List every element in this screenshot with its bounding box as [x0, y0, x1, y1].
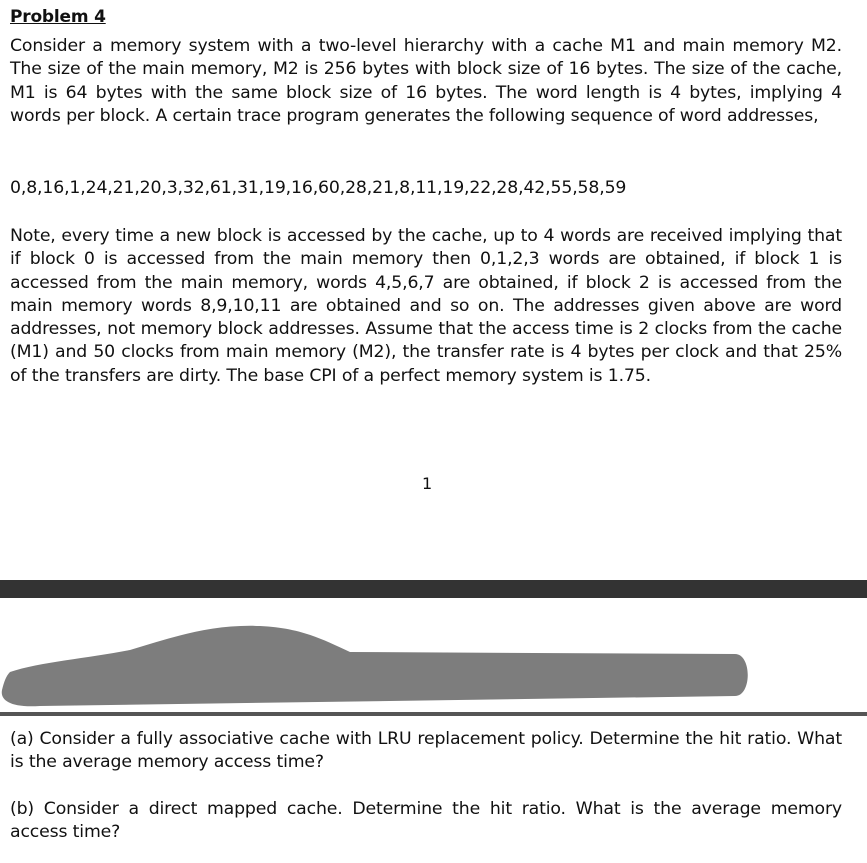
page-number: 1 [422, 474, 433, 493]
redaction-shape [2, 626, 748, 707]
redaction-scribble [0, 610, 760, 720]
address-sequence: 0,8,16,1,24,21,20,3,32,61,31,19,16,60,28,21,8,11,19,22,28,42,55,58,59 [10, 178, 627, 198]
question-part-b: (b) Consider a direct mapped cache. Determine the hit ratio. What is the average memory access time? [10, 799, 842, 843]
intro-paragraph: Consider a memory system with a two-level hierarchy with a cache M1 and main memory M2. The size of the main memory, M2 is 256 bytes with block size of 16 bytes. The size of the cache, M1 is 64 bytes with the same block size of 16 bytes. The word length is 4 bytes, implying 4 words per block. A certain trace program generates the following sequence of word addresses, [10, 36, 842, 126]
note-paragraph: Note, every time a new block is accessed by the cache, up to 4 words are received implying that if block 0 is accessed from the main memory then 0,1,2,3 words are obtained, if block 1 is accessed from the main memory, words 4,5,6,7 are obtained, if block 2 is accessed from the main memory words 8,9,10,11 are obtained and so on. The addresses given above are word addresses, not memory block addresses. Assume that the access time is 2 clocks from the cache (M1) and 50 clocks from main memory (M2), the transfer rate is 4 bytes per clock and that 25% of the transfers are dirty. The base CPI of a perfect memory system is 1.75. [10, 226, 842, 386]
divider-rule [0, 712, 867, 716]
problem-title: Problem 4 [10, 7, 106, 27]
page-separator [0, 580, 867, 598]
question-part-a: (a) Consider a fully associative cache with LRU replacement policy. Determine the hit ratio. What is the average memory access time? [10, 729, 842, 773]
